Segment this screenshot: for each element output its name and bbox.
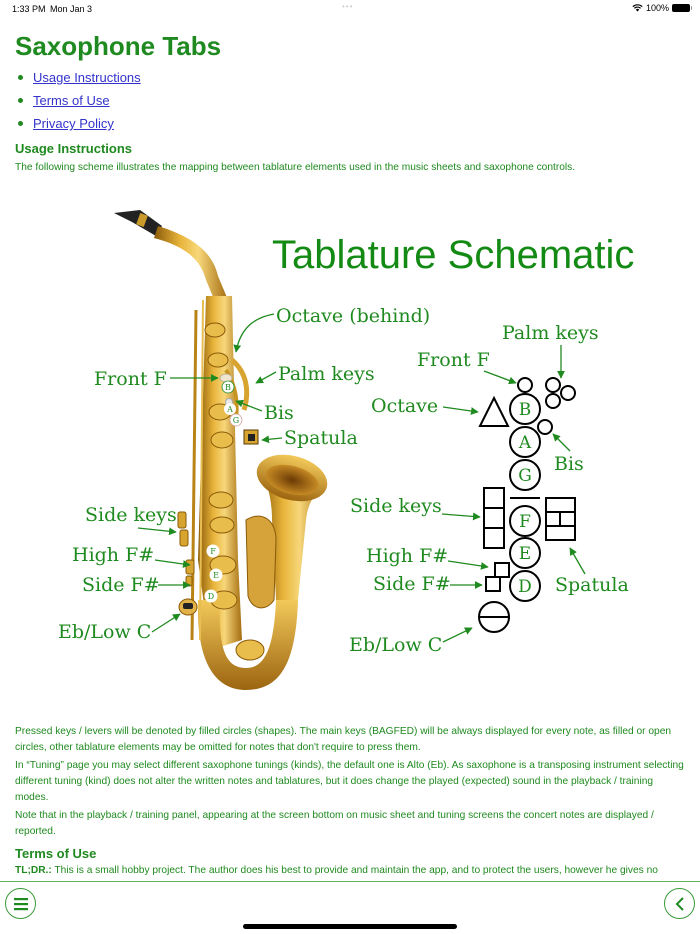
schema-label-eb-low-c: Eb/Low C (349, 634, 443, 656)
label-front-f: Front F (94, 368, 167, 390)
toc-item (15, 66, 685, 89)
toc-item (15, 112, 685, 135)
sax-key-G: G (232, 416, 240, 425)
schema-front-f (518, 378, 532, 392)
label-octave-behind: Octave (behind) (276, 305, 431, 327)
schematic-svg (0, 195, 700, 705)
schema-letter-F: F (519, 512, 531, 532)
schema-label-bis: Bis (554, 453, 584, 475)
schema-side-fs (486, 577, 500, 591)
schema-letter-D: D (518, 577, 532, 597)
terms-paragraph (15, 863, 685, 879)
usage-intro: The following scheme illustrates the mapping between tablature elements used in the music sheets and saxophone controls. (15, 162, 576, 173)
sax-key-E: E (213, 571, 219, 580)
bullet-icon (18, 75, 23, 80)
label-eb-low-c: Eb/Low C (58, 621, 152, 643)
toc-item (15, 89, 685, 112)
hamburger-menu-icon (13, 897, 29, 911)
schema-label-front-f: Front F (417, 349, 490, 371)
usage-paragraph-pressed-keys: Pressed keys / levers will be denoted by filled circles (shapes). The main keys (BAGFED) will be always displayed for every note, as filled or open circles, other tablature elements may be omitted for notes that don't require to press them. (15, 726, 672, 753)
status-indicators (632, 3, 690, 13)
usage-paragraph-concert-notes: Note that in the playback / training panel, appearing at the screen bottom on music sheet and tuning screens the concert notes are displayed / reported. (15, 810, 654, 837)
schema-octave-triangle (480, 398, 508, 426)
sax-key-A: A (227, 405, 233, 414)
chevron-left-icon (674, 896, 686, 912)
toc-link-privacy-policy[interactable]: Privacy Policy (33, 116, 114, 131)
page-title: Saxophone Tabs (15, 31, 222, 61)
sax-key-D: D (207, 592, 215, 601)
schema-palm-key-1 (546, 378, 560, 392)
label-bis: Bis (264, 402, 294, 424)
label-palm-keys: Palm keys (278, 363, 375, 385)
terms-heading: Terms of Use (15, 846, 97, 861)
status-date: Mon Jan 3 (50, 4, 93, 14)
page-content (15, 30, 685, 176)
schema-label-side-keys: Side keys (350, 495, 442, 517)
menu-button[interactable] (5, 888, 36, 919)
saxophone-illustration (114, 210, 332, 690)
home-indicator[interactable] (243, 924, 457, 929)
status-time: 1:33 PM (12, 4, 46, 14)
terms-text: This is a small hobby project. The author does his best to provide and maintain the app, and to protect the users, however he gives no (51, 865, 658, 876)
back-button[interactable] (664, 888, 695, 919)
usage-heading: Usage Instructions (15, 141, 133, 156)
schema-letter-G: G (518, 466, 532, 486)
usage-paragraph-tuning: In “Tuning” page you may select different saxophone tunings (kinds), the default one is Alto (Eb). As saxophone is a transposing instrument selecting different tuning (kind) does not alter the written notes and tablatures, but it does change the played (expected) sound in the playback / training modes. (15, 760, 684, 803)
sax-key-F: F (210, 547, 216, 556)
toc-link-usage-instructions[interactable]: Usage Instructions (33, 70, 141, 85)
schema-letter-A: A (518, 433, 532, 453)
sax-key-B: B (225, 383, 231, 392)
schema-label-spatula: Spatula (555, 574, 629, 596)
figure-title: Tablature Schematic (272, 233, 635, 277)
battery-icon (672, 4, 690, 12)
schema-label-high-fs: High F# (366, 545, 449, 567)
multitask-dots[interactable]: ••• (342, 2, 354, 11)
schema-letter-E: E (518, 544, 532, 564)
wifi-icon (632, 4, 643, 12)
label-high-fs: High F# (72, 544, 155, 566)
tablature-schematic-figure (0, 195, 700, 705)
schema-side-key-3 (484, 528, 504, 548)
label-spatula: Spatula (284, 427, 358, 449)
schema-side-key-1 (484, 488, 504, 508)
battery-percent: 100% (645, 3, 669, 13)
schema-label-palm-keys: Palm keys (502, 322, 599, 344)
schema-high-fs (495, 563, 509, 577)
schema-palm-key-3 (546, 394, 560, 408)
bullet-icon (18, 98, 23, 103)
label-side-fs: Side F# (82, 574, 160, 596)
label-side-keys: Side keys (85, 504, 177, 526)
schema-letter-B: B (518, 400, 532, 420)
bullet-icon (18, 121, 23, 126)
status-bar (0, 0, 700, 18)
schema-bis (538, 420, 552, 434)
schema-palm-key-2 (561, 386, 575, 400)
schema-side-key-2 (484, 508, 504, 528)
schema-label-side-fs: Side F# (373, 573, 451, 595)
table-of-contents (15, 66, 685, 135)
usage-details (15, 724, 685, 881)
terms-tldr: TL;DR.: (15, 865, 52, 876)
schema-label-octave: Octave (371, 395, 439, 417)
toc-link-terms-of-use[interactable]: Terms of Use (33, 93, 110, 108)
